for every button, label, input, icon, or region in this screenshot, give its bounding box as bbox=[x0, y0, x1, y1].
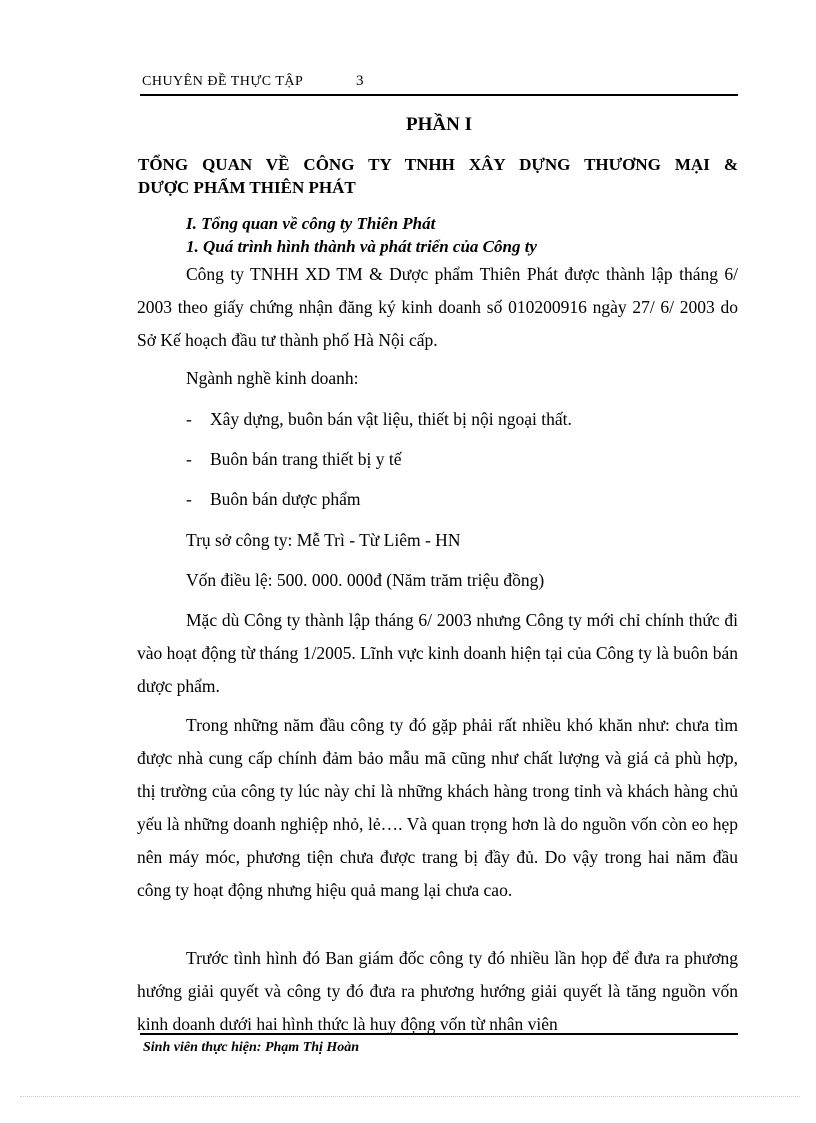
business-item-text: Buôn bán trang thiết bị y tế bbox=[210, 449, 402, 469]
business-item bbox=[186, 449, 402, 470]
paragraph-difficulties: Trong những năm đầu công ty đó gặp phải rất nhiều khó khăn như: chưa tìm được nhà cung cấp chính đảm bảo mẫu mã cũng như chất lượng và giá cả phù hợp, thị trường của công ty lúc này chỉ là những khách hàng trong tỉnh và khách hàng chủ yếu là những doanh nghiệp nhỏ, lẻ…. Và quan trọng hơn là do nguồn vốn còn eo hẹp nên máy móc, phương tiện chưa được trang bị đầy đủ. Do vậy trong hai năm đầu công ty hoạt động nhưng hiệu quả mang lại chưa cao. bbox=[137, 715, 738, 900]
chapter-heading-line-1: TỔNG QUAN VỀ CÔNG TY TNHH XÂY DỰNG THƯƠNG MẠI & bbox=[138, 155, 738, 174]
bullet-dash: - bbox=[186, 449, 192, 469]
page-header bbox=[140, 72, 738, 96]
capital-text: Vốn điều lệ: 500. 000. 000đ (Năm trăm triệu đồng) bbox=[186, 570, 545, 590]
chapter-heading bbox=[138, 153, 738, 199]
business-item bbox=[186, 489, 360, 510]
chapter-heading-line-2: DƯỢC PHẨM THIÊN PHÁT bbox=[138, 178, 356, 197]
business-item-text: Buôn bán dược phẩm bbox=[210, 489, 361, 509]
section-heading: I. Tổng quan về công ty Thiên Phát bbox=[186, 214, 436, 233]
business-item bbox=[186, 409, 572, 430]
business-label: Ngành nghề kinh doanh: bbox=[186, 368, 359, 388]
page-number: 3 bbox=[356, 73, 364, 89]
business-item-text: Xây dựng, buôn bán vật liệu, thiết bị nội ngoại thất. bbox=[210, 409, 572, 429]
header-title: CHUYÊN ĐỀ THỰC TẬP bbox=[142, 74, 304, 89]
part-title: PHẦN I bbox=[406, 114, 472, 135]
page-bottom-border bbox=[20, 1096, 800, 1097]
paragraph-operation: Mặc dù Công ty thành lập tháng 6/ 2003 nhưng Công ty mới chỉ chính thức đi vào hoạt động từ tháng 1/2005. Lĩnh vực kinh doanh hiện tại của Công ty là buôn bán dược phẩm. bbox=[137, 610, 738, 696]
footer-divider bbox=[140, 1033, 738, 1035]
page-footer: Sinh viên thực hiện: Phạm Thị Hoàn bbox=[143, 1040, 360, 1055]
bullet-dash: - bbox=[186, 489, 192, 509]
bullet-dash: - bbox=[186, 409, 192, 429]
subsection-heading: 1. Quá trình hình thành và phát triển của Công ty bbox=[186, 237, 537, 256]
paragraph-solution: Trước tình hình đó Ban giám đốc công ty đó nhiều lần họp để đưa ra phương hướng giải quyết và công ty đó đưa ra phương hướng giải quyết là tăng nguồn vốn kinh doanh dưới hai hình thức là huy động vốn từ nhân viên bbox=[137, 948, 738, 1034]
headquarters-text: Trụ sở công ty: Mễ Trì - Từ Liêm - HN bbox=[186, 530, 461, 550]
paragraph-intro: Công ty TNHH XD TM & Dược phẩm Thiên Phát được thành lập tháng 6/ 2003 theo giấy chứng nhận đăng ký kinh doanh số 010200916 ngày 27/ 6/ 2003 do Sở Kế hoạch đầu tư thành phố Hà Nội cấp. bbox=[137, 264, 738, 350]
